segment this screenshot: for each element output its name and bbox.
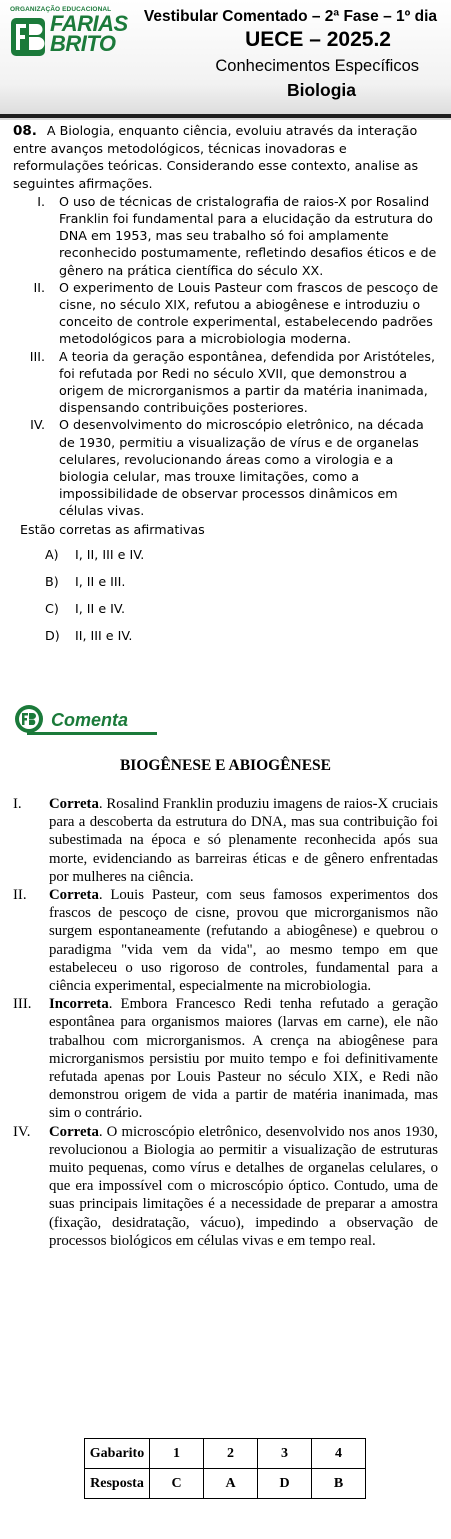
statement-item — [13, 279, 441, 348]
exam-edition: UECE – 2025.2 — [245, 28, 391, 51]
gabarito-header-label: Gabarito — [85, 1439, 150, 1469]
answer-explanation: . Embora Francesco Redi tenha refutado a geração espontânea para organismos maiores (larvas em carne), ele não trabalhou com microrganismos. A crença na abiogênese para microrganismos persistiu por muito tempo e foi definitivamente refutada apenas por Louis Pasteur no século XIX, e Redi não demonstrou origem de vida a partir de matéria inanimada, mas sim o contrário. — [49, 996, 438, 1122]
fb-logo-icon — [10, 16, 48, 58]
gabarito-number: 2 — [204, 1439, 258, 1469]
statement-list — [13, 193, 441, 520]
header-divider — [0, 114, 451, 118]
gabarito-number: 1 — [150, 1439, 204, 1469]
logo-name-line2: BRITO — [50, 31, 116, 56]
statement-item — [13, 416, 441, 519]
option-list — [13, 541, 441, 649]
exam-subject: Biologia — [286, 80, 356, 100]
gabarito-table — [84, 1438, 366, 1499]
answer-explanation: . Louis Pasteur, com seus famosos experimentos dos frascos de pescoço de cisne, provou que microrganismos não surgem espontaneamente (refutando a abiogênese) e quebrou o paradigma "vida vem da vida", ao mesmo tempo em que estabeleceu o uso rigoroso de controles, fundamental para a ciência experimental, especialmente na microbiologia. — [49, 887, 438, 995]
option-text: I, II e IV. — [75, 600, 125, 616]
gabarito-number: 3 — [258, 1439, 312, 1469]
logo-org-text: ORGANIZAÇÃO EDUCACIONAL — [10, 6, 112, 13]
answer-verdict: Incorreta — [49, 996, 109, 1013]
gabarito-answer-label: Resposta — [85, 1469, 150, 1499]
gabarito-answer: B — [312, 1469, 366, 1499]
page-header — [0, 0, 451, 120]
option-letter: A) — [45, 546, 59, 562]
question-intro: A Biologia, enquanto ciência, evoluiu através da interação entre avanços metodológicos, técnicas inovadoras e reformulações teóricas. Considerando esse contexto, analise as seguintes afirmações. — [13, 123, 419, 191]
answer-title: BIOGÊNESE E ABIOGÊNESE — [119, 757, 332, 774]
answer-list — [13, 795, 438, 1250]
answer-text — [49, 995, 438, 1122]
answer-text — [49, 795, 438, 886]
statement-label: III. — [29, 348, 45, 364]
answer-label: I. — [13, 796, 22, 812]
comenta-underline — [27, 732, 157, 735]
option-letter: D) — [45, 627, 60, 643]
option-d — [45, 622, 441, 649]
gabarito-answer: A — [204, 1469, 258, 1499]
statement-label: II. — [33, 279, 45, 295]
logo-name — [50, 11, 128, 56]
gabarito-answer: D — [258, 1469, 312, 1499]
option-b — [45, 568, 441, 595]
gabarito-number: 4 — [312, 1439, 366, 1469]
gabarito-answer: C — [150, 1469, 204, 1499]
exam-title: Vestibular Comentado – 2ª Fase – 1º dia — [143, 8, 437, 25]
gabarito-header-row — [85, 1439, 366, 1469]
exam-section: Conhecimentos Específicos — [215, 57, 419, 75]
question-intro-paragraph — [13, 122, 441, 192]
option-a — [45, 541, 441, 568]
answer-label: IV. — [13, 1123, 31, 1140]
answer-text — [49, 1123, 438, 1250]
answer-item — [13, 795, 438, 886]
statement-item — [13, 193, 441, 279]
fb-circle-logo-icon — [13, 703, 45, 735]
statement-text: O desenvolvimento do microscópio eletrônico, na década de 1930, permitiu a visualização de vírus e de organelas celulares, revolucionando áreas como a virologia e a biologia celular, mas trouxe limitações, como a impossibilidade de observar processos dinâmicos em células vivas. — [59, 417, 424, 519]
question-block — [13, 122, 441, 649]
option-text: II, III e IV. — [75, 627, 133, 643]
question-number: 08. — [13, 123, 37, 139]
answer-label: III. — [13, 996, 32, 1013]
statement-item — [13, 348, 441, 417]
statement-text: A teoria da geração espontânea, defendida por Aristóteles, foi refutada por Redi no século XVII, que demonstrou a origem de microrganismos a partir da matéria inanimada, dispensando contribuições posteriores. — [59, 348, 435, 416]
answer-item — [13, 995, 438, 1122]
answer-item — [13, 886, 438, 995]
answer-verdict: Correta — [49, 1123, 99, 1140]
comenta-badge — [13, 703, 173, 737]
statement-text: O uso de técnicas de cristalografia de raios-X por Rosalind Franklin foi fundamental para a elucidação da estrutura do DNA em 1953, mas seu trabalho só foi amplamente reconhecido postumamente, refletindo desafios éticos e de gênero na prática científica do século XX. — [59, 193, 437, 278]
farias-brito-logo — [10, 6, 160, 62]
option-text: I, II e III. — [75, 573, 126, 589]
answer-label: II. — [13, 887, 27, 904]
statement-text: O experimento de Louis Pasteur com frascos de pescoço de cisne, no século XIX, refutou a abiogênese e introduziu o conceito de controle experimental, estabelecendo padrões metodológicos para a microbiologia moderna. — [59, 279, 439, 347]
gabarito-answer-row — [85, 1469, 366, 1499]
option-letter: B) — [45, 573, 59, 589]
answer-item — [13, 1123, 438, 1250]
statement-label: IV. — [30, 417, 45, 433]
logo-name-line1: FARIAS — [50, 11, 128, 36]
comenta-label: Comenta — [51, 710, 129, 730]
answer-verdict: Correta — [49, 796, 99, 812]
option-text: I, II, III e IV. — [75, 546, 145, 562]
question-prompt: Estão corretas as afirmativas — [20, 521, 205, 537]
answer-explanation: . Rosalind Franklin produziu imagens de raios-X cruciais para a descoberta da estrutura do DNA, mas sua contribuição foi subestimada na época e só plenamente reconhecida após sua morte, evidenciando as barreiras éticas e de gênero enfrentadas por mulheres na ciência. — [49, 796, 438, 885]
answer-verdict: Correta — [49, 887, 99, 904]
answer-explanation: . O microscópio eletrônico, desenvolvido nos anos 1930, revolucionou a Biologia ao permitir a visualização de estruturas muito pequenas, como vírus e detalhes de organelas celulares, o que era impossível com o microscópio óptico. Contudo, uma de suas principais limitações é a necessidade de preparar a amostra (fixação, desidratação, vácuo), impedindo a observação de processos biológicos em células vivas e em tempo real. — [49, 1123, 438, 1249]
option-c — [45, 595, 441, 622]
option-letter: C) — [45, 600, 59, 616]
statement-label: I. — [37, 193, 45, 209]
answer-text — [49, 886, 438, 995]
